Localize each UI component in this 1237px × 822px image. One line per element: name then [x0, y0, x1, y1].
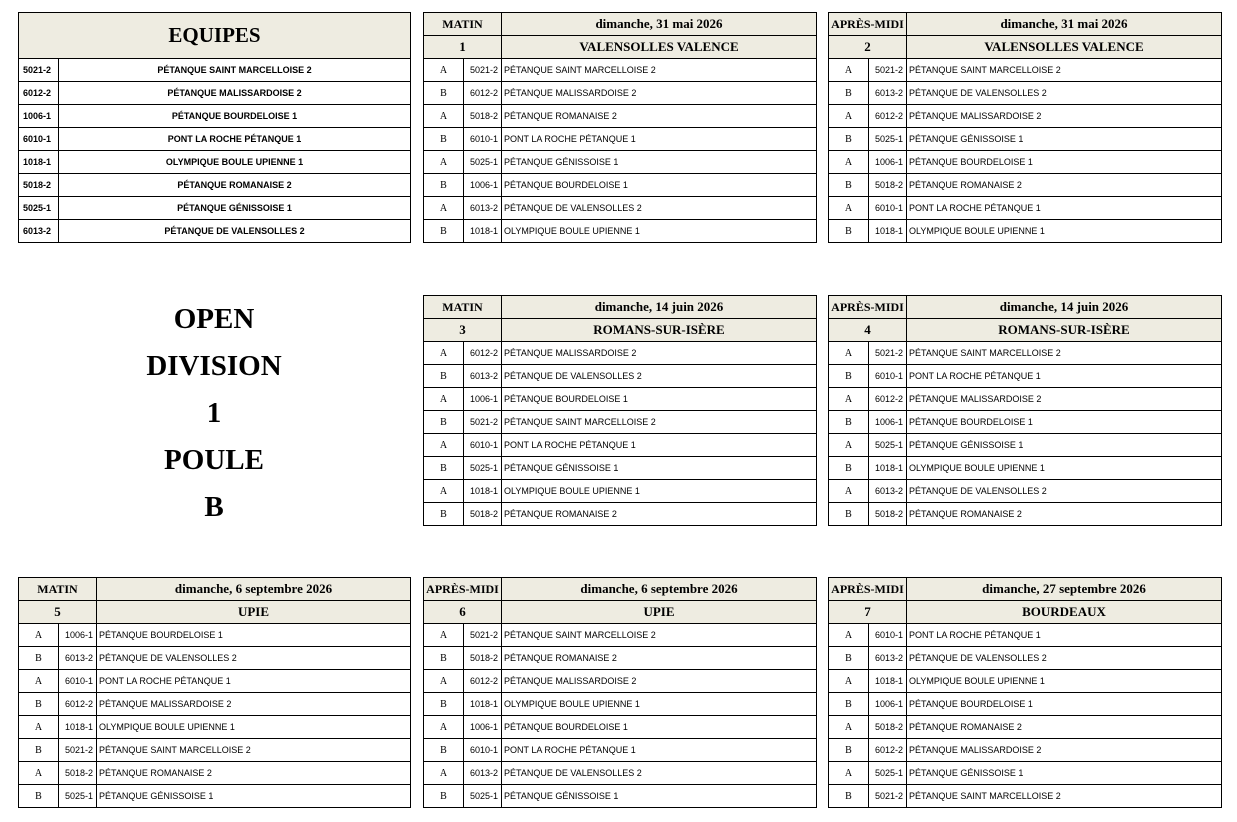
- match-group: A: [829, 59, 869, 82]
- division-title: [90, 296, 338, 531]
- match-row: [829, 716, 1222, 739]
- match-row: [19, 647, 411, 670]
- match-group: A: [829, 624, 869, 647]
- team-name: PONT LA ROCHE PÉTANQUE 1: [907, 197, 1222, 220]
- round-number: 4: [829, 319, 907, 342]
- team-code: 1018-1: [869, 457, 907, 480]
- team-name: PÉTANQUE DE VALENSOLLES 2: [502, 197, 817, 220]
- team-name: PÉTANQUE GÉNISSOISE 1: [59, 197, 411, 220]
- round-number: 2: [829, 36, 907, 59]
- match-row: [424, 82, 817, 105]
- team-code: 5025-1: [464, 457, 502, 480]
- match-row: [829, 411, 1222, 434]
- team-name: PÉTANQUE ROMANAISE 2: [502, 647, 817, 670]
- match-group: B: [829, 174, 869, 197]
- round-table-6: [423, 577, 817, 808]
- match-row: [424, 716, 817, 739]
- division-title-line: DIVISION: [146, 350, 282, 382]
- match-group: A: [829, 151, 869, 174]
- team-name: PÉTANQUE BOURDELOISE 1: [59, 105, 411, 128]
- round-venue: BOURDEAUX: [907, 601, 1222, 624]
- team-code: 5025-1: [869, 128, 907, 151]
- round-venue: ROMANS-SUR-ISÈRE: [907, 319, 1222, 342]
- match-group: A: [424, 105, 464, 128]
- round-table-1: [423, 12, 817, 243]
- match-group: A: [829, 105, 869, 128]
- team-name: PÉTANQUE DE VALENSOLLES 2: [97, 647, 411, 670]
- match-group: B: [424, 220, 464, 243]
- team-code: 6012-2: [464, 670, 502, 693]
- match-row: [424, 342, 817, 365]
- match-row: [829, 624, 1222, 647]
- team-code: 6012-2: [869, 388, 907, 411]
- team-code: 1006-1: [19, 105, 59, 128]
- session-label: MATIN: [19, 578, 97, 601]
- round-table-7: [828, 577, 1222, 808]
- match-group: B: [829, 503, 869, 526]
- match-row: [424, 128, 817, 151]
- team-code: 1006-1: [464, 716, 502, 739]
- match-row: [19, 739, 411, 762]
- match-row: [424, 762, 817, 785]
- match-group: A: [424, 716, 464, 739]
- team-row: [19, 174, 411, 197]
- match-group: A: [829, 762, 869, 785]
- match-group: A: [424, 624, 464, 647]
- team-code: 5021-2: [869, 785, 907, 808]
- round-number: 3: [424, 319, 502, 342]
- team-name: PÉTANQUE DE VALENSOLLES 2: [907, 82, 1222, 105]
- match-group: A: [424, 59, 464, 82]
- match-group: B: [829, 411, 869, 434]
- team-code: 1018-1: [869, 220, 907, 243]
- match-row: [829, 220, 1222, 243]
- team-code: 6013-2: [464, 762, 502, 785]
- match-row: [19, 762, 411, 785]
- team-code: 5021-2: [464, 59, 502, 82]
- team-code: 6013-2: [869, 82, 907, 105]
- round-venue: UPIE: [97, 601, 411, 624]
- match-group: B: [19, 693, 59, 716]
- match-row: [829, 647, 1222, 670]
- team-name: PÉTANQUE MALISSARDOISE 2: [907, 388, 1222, 411]
- team-code: 6012-2: [19, 82, 59, 105]
- round-table: [423, 295, 817, 526]
- match-group: B: [19, 785, 59, 808]
- team-name: PONT LA ROCHE PÉTANQUE 1: [502, 434, 817, 457]
- team-code: 5025-1: [869, 762, 907, 785]
- match-group: B: [424, 693, 464, 716]
- match-row: [829, 480, 1222, 503]
- match-group: A: [19, 624, 59, 647]
- match-row: [424, 365, 817, 388]
- match-group: B: [424, 739, 464, 762]
- match-group: B: [829, 457, 869, 480]
- team-code: 6013-2: [869, 480, 907, 503]
- team-code: 6013-2: [464, 197, 502, 220]
- match-row: [829, 457, 1222, 480]
- match-row: [829, 388, 1222, 411]
- match-row: [829, 739, 1222, 762]
- team-code: 6012-2: [59, 693, 97, 716]
- team-code: 5021-2: [464, 624, 502, 647]
- session-label: MATIN: [424, 296, 502, 319]
- team-code: 5018-2: [464, 647, 502, 670]
- round-table-5: [18, 577, 411, 808]
- team-code: 1018-1: [869, 670, 907, 693]
- match-row: [829, 342, 1222, 365]
- match-group: A: [19, 670, 59, 693]
- team-code: 6012-2: [869, 105, 907, 128]
- match-group: B: [829, 693, 869, 716]
- team-name: PÉTANQUE GÉNISSOISE 1: [907, 762, 1222, 785]
- team-name: PÉTANQUE MALISSARDOISE 2: [502, 670, 817, 693]
- team-name: PONT LA ROCHE PÉTANQUE 1: [502, 128, 817, 151]
- round-table-2: [828, 12, 1222, 243]
- round-table-4: [828, 295, 1222, 526]
- round-date: dimanche, 14 juin 2026: [502, 296, 817, 319]
- team-name: PÉTANQUE ROMANAISE 2: [502, 503, 817, 526]
- match-row: [424, 197, 817, 220]
- session-label: APRÈS-MIDI: [829, 13, 907, 36]
- match-group: B: [424, 503, 464, 526]
- round-table: [18, 577, 411, 808]
- match-row: [424, 503, 817, 526]
- match-row: [19, 624, 411, 647]
- team-name: OLYMPIQUE BOULE UPIENNE 1: [97, 716, 411, 739]
- team-row: [19, 151, 411, 174]
- match-row: [424, 670, 817, 693]
- match-row: [424, 693, 817, 716]
- match-row: [829, 503, 1222, 526]
- team-name: PÉTANQUE DE VALENSOLLES 2: [907, 647, 1222, 670]
- team-name: PÉTANQUE MALISSARDOISE 2: [59, 82, 411, 105]
- session-label: APRÈS-MIDI: [424, 578, 502, 601]
- team-name: PÉTANQUE MALISSARDOISE 2: [97, 693, 411, 716]
- match-group: B: [424, 174, 464, 197]
- round-date: dimanche, 6 septembre 2026: [502, 578, 817, 601]
- team-name: PÉTANQUE SAINT MARCELLOISE 2: [907, 342, 1222, 365]
- match-row: [424, 105, 817, 128]
- match-row: [829, 434, 1222, 457]
- round-date: dimanche, 6 septembre 2026: [97, 578, 411, 601]
- team-code: 5021-2: [869, 59, 907, 82]
- round-date: dimanche, 27 septembre 2026: [907, 578, 1222, 601]
- match-row: [829, 693, 1222, 716]
- match-row: [424, 785, 817, 808]
- match-row: [424, 388, 817, 411]
- session-label: APRÈS-MIDI: [829, 578, 907, 601]
- round-table: [828, 577, 1222, 808]
- match-row: [829, 365, 1222, 388]
- team-name: OLYMPIQUE BOULE UPIENNE 1: [907, 220, 1222, 243]
- match-group: A: [829, 342, 869, 365]
- team-name: PÉTANQUE ROMANAISE 2: [59, 174, 411, 197]
- match-row: [829, 151, 1222, 174]
- match-row: [829, 82, 1222, 105]
- round-number: 5: [19, 601, 97, 624]
- team-code: 6010-1: [59, 670, 97, 693]
- match-group: A: [829, 388, 869, 411]
- team-code: 6013-2: [464, 365, 502, 388]
- team-row: [19, 59, 411, 82]
- round-number: 7: [829, 601, 907, 624]
- team-name: PÉTANQUE SAINT MARCELLOISE 2: [97, 739, 411, 762]
- match-row: [829, 197, 1222, 220]
- team-code: 1018-1: [464, 480, 502, 503]
- match-row: [829, 105, 1222, 128]
- round-table: [423, 577, 817, 808]
- team-name: PÉTANQUE GÉNISSOISE 1: [502, 151, 817, 174]
- match-group: B: [829, 739, 869, 762]
- match-group: B: [829, 220, 869, 243]
- round-venue: UPIE: [502, 601, 817, 624]
- round-venue: ROMANS-SUR-ISÈRE: [502, 319, 817, 342]
- team-name: PÉTANQUE SAINT MARCELLOISE 2: [502, 411, 817, 434]
- team-code: 6012-2: [464, 342, 502, 365]
- team-name: OLYMPIQUE BOULE UPIENNE 1: [59, 151, 411, 174]
- match-group: A: [424, 197, 464, 220]
- team-row: [19, 197, 411, 220]
- team-name: OLYMPIQUE BOULE UPIENNE 1: [907, 457, 1222, 480]
- team-name: OLYMPIQUE BOULE UPIENNE 1: [502, 220, 817, 243]
- team-code: 5021-2: [19, 59, 59, 82]
- team-code: 6010-1: [464, 128, 502, 151]
- team-code: 6010-1: [869, 197, 907, 220]
- team-name: PÉTANQUE GÉNISSOISE 1: [502, 457, 817, 480]
- team-row: [19, 220, 411, 243]
- match-group: B: [829, 647, 869, 670]
- team-name: PÉTANQUE MALISSARDOISE 2: [907, 739, 1222, 762]
- team-name: PÉTANQUE BOURDELOISE 1: [97, 624, 411, 647]
- team-name: PÉTANQUE GÉNISSOISE 1: [502, 785, 817, 808]
- team-name: PONT LA ROCHE PÉTANQUE 1: [907, 365, 1222, 388]
- team-code: 5025-1: [464, 151, 502, 174]
- team-name: OLYMPIQUE BOULE UPIENNE 1: [502, 693, 817, 716]
- team-name: PÉTANQUE SAINT MARCELLOISE 2: [907, 59, 1222, 82]
- team-name: PÉTANQUE ROMANAISE 2: [907, 503, 1222, 526]
- team-name: PÉTANQUE BOURDELOISE 1: [907, 693, 1222, 716]
- team-row: [19, 82, 411, 105]
- team-code: 1018-1: [464, 693, 502, 716]
- match-group: B: [424, 457, 464, 480]
- match-row: [829, 762, 1222, 785]
- match-row: [424, 411, 817, 434]
- team-name: PÉTANQUE BOURDELOISE 1: [502, 388, 817, 411]
- team-code: 5025-1: [464, 785, 502, 808]
- team-name: PÉTANQUE DE VALENSOLLES 2: [59, 220, 411, 243]
- match-group: B: [424, 82, 464, 105]
- team-code: 1018-1: [464, 220, 502, 243]
- team-code: 5025-1: [59, 785, 97, 808]
- match-row: [424, 151, 817, 174]
- round-date: dimanche, 31 mai 2026: [907, 13, 1222, 36]
- round-venue: VALENSOLLES VALENCE: [907, 36, 1222, 59]
- match-row: [19, 693, 411, 716]
- team-name: PÉTANQUE ROMANAISE 2: [97, 762, 411, 785]
- team-code: 5018-2: [59, 762, 97, 785]
- match-group: B: [829, 128, 869, 151]
- teams-table-block: [18, 12, 411, 243]
- team-name: PÉTANQUE MALISSARDOISE 2: [502, 342, 817, 365]
- team-code: 6010-1: [869, 365, 907, 388]
- round-table: [828, 295, 1222, 526]
- team-name: PONT LA ROCHE PÉTANQUE 1: [59, 128, 411, 151]
- team-code: 1018-1: [59, 716, 97, 739]
- team-code: 1006-1: [464, 388, 502, 411]
- match-group: A: [19, 716, 59, 739]
- match-group: A: [424, 342, 464, 365]
- team-code: 1006-1: [869, 151, 907, 174]
- team-name: PÉTANQUE SAINT MARCELLOISE 2: [502, 59, 817, 82]
- round-date: dimanche, 14 juin 2026: [907, 296, 1222, 319]
- team-name: PÉTANQUE ROMANAISE 2: [502, 105, 817, 128]
- team-name: PÉTANQUE ROMANAISE 2: [907, 174, 1222, 197]
- teams-title: EQUIPES: [19, 13, 411, 59]
- match-group: B: [829, 365, 869, 388]
- match-group: A: [424, 480, 464, 503]
- team-name: PÉTANQUE BOURDELOISE 1: [502, 174, 817, 197]
- team-code: 5021-2: [59, 739, 97, 762]
- match-row: [829, 128, 1222, 151]
- match-row: [19, 716, 411, 739]
- session-label: MATIN: [424, 13, 502, 36]
- match-group: A: [19, 762, 59, 785]
- round-date: dimanche, 31 mai 2026: [502, 13, 817, 36]
- team-code: 6012-2: [464, 82, 502, 105]
- team-code: 1006-1: [464, 174, 502, 197]
- match-row: [424, 220, 817, 243]
- team-name: OLYMPIQUE BOULE UPIENNE 1: [907, 670, 1222, 693]
- match-group: A: [829, 670, 869, 693]
- match-row: [424, 624, 817, 647]
- match-row: [424, 647, 817, 670]
- round-number: 1: [424, 36, 502, 59]
- team-code: 6012-2: [869, 739, 907, 762]
- team-name: PÉTANQUE SAINT MARCELLOISE 2: [59, 59, 411, 82]
- match-group: B: [424, 128, 464, 151]
- match-group: B: [424, 785, 464, 808]
- match-row: [829, 670, 1222, 693]
- team-name: PÉTANQUE SAINT MARCELLOISE 2: [502, 624, 817, 647]
- match-group: B: [829, 82, 869, 105]
- team-code: 5021-2: [464, 411, 502, 434]
- teams-table: [18, 12, 411, 243]
- team-name: PÉTANQUE MALISSARDOISE 2: [907, 105, 1222, 128]
- match-row: [19, 785, 411, 808]
- team-code: 5018-2: [464, 105, 502, 128]
- team-name: PÉTANQUE BOURDELOISE 1: [907, 151, 1222, 174]
- team-code: 5025-1: [19, 197, 59, 220]
- match-group: B: [19, 739, 59, 762]
- team-code: 6010-1: [464, 739, 502, 762]
- team-code: 5018-2: [869, 174, 907, 197]
- team-name: PONT LA ROCHE PÉTANQUE 1: [97, 670, 411, 693]
- match-group: A: [424, 670, 464, 693]
- match-row: [19, 670, 411, 693]
- round-venue: VALENSOLLES VALENCE: [502, 36, 817, 59]
- team-name: PÉTANQUE ROMANAISE 2: [907, 716, 1222, 739]
- round-table: [423, 12, 817, 243]
- division-title-line: POULE: [164, 444, 264, 476]
- match-group: A: [424, 151, 464, 174]
- match-row: [424, 457, 817, 480]
- division-title-line: 1: [206, 397, 222, 429]
- team-name: PÉTANQUE GÉNISSOISE 1: [907, 128, 1222, 151]
- team-row: [19, 128, 411, 151]
- round-table-3: [423, 295, 817, 526]
- team-code: 6010-1: [869, 624, 907, 647]
- team-row: [19, 105, 411, 128]
- team-code: 5021-2: [869, 342, 907, 365]
- round-table: [828, 12, 1222, 243]
- match-group: B: [424, 647, 464, 670]
- match-group: A: [424, 762, 464, 785]
- team-code: 5018-2: [869, 503, 907, 526]
- match-row: [424, 480, 817, 503]
- match-row: [829, 785, 1222, 808]
- team-code: 5025-1: [869, 434, 907, 457]
- team-code: 1006-1: [59, 624, 97, 647]
- match-group: B: [19, 647, 59, 670]
- team-code: 1006-1: [869, 693, 907, 716]
- team-name: OLYMPIQUE BOULE UPIENNE 1: [502, 480, 817, 503]
- team-code: 5018-2: [19, 174, 59, 197]
- team-name: PÉTANQUE GÉNISSOISE 1: [907, 434, 1222, 457]
- session-label: APRÈS-MIDI: [829, 296, 907, 319]
- team-name: PÉTANQUE DE VALENSOLLES 2: [502, 365, 817, 388]
- match-group: A: [829, 480, 869, 503]
- match-group: A: [829, 434, 869, 457]
- match-row: [424, 434, 817, 457]
- division-title-line: OPEN: [173, 303, 255, 335]
- team-name: PÉTANQUE BOURDELOISE 1: [502, 716, 817, 739]
- match-group: A: [829, 716, 869, 739]
- team-name: PÉTANQUE MALISSARDOISE 2: [502, 82, 817, 105]
- match-group: A: [424, 434, 464, 457]
- division-title-line: B: [204, 491, 224, 523]
- team-name: PÉTANQUE BOURDELOISE 1: [907, 411, 1222, 434]
- team-code: 1006-1: [869, 411, 907, 434]
- match-row: [424, 174, 817, 197]
- match-row: [829, 59, 1222, 82]
- team-code: 5018-2: [464, 503, 502, 526]
- team-code: 6013-2: [19, 220, 59, 243]
- match-row: [424, 739, 817, 762]
- team-code: 6013-2: [59, 647, 97, 670]
- round-number: 6: [424, 601, 502, 624]
- match-row: [424, 59, 817, 82]
- match-group: B: [424, 411, 464, 434]
- match-group: B: [829, 785, 869, 808]
- team-name: PÉTANQUE DE VALENSOLLES 2: [502, 762, 817, 785]
- team-name: PÉTANQUE GÉNISSOISE 1: [97, 785, 411, 808]
- match-group: B: [424, 365, 464, 388]
- match-group: A: [829, 197, 869, 220]
- team-name: PÉTANQUE DE VALENSOLLES 2: [907, 480, 1222, 503]
- team-code: 5018-2: [869, 716, 907, 739]
- team-name: PÉTANQUE SAINT MARCELLOISE 2: [907, 785, 1222, 808]
- match-row: [829, 174, 1222, 197]
- team-name: PONT LA ROCHE PÉTANQUE 1: [502, 739, 817, 762]
- team-code: 6010-1: [19, 128, 59, 151]
- team-code: 1018-1: [19, 151, 59, 174]
- match-group: A: [424, 388, 464, 411]
- team-code: 6013-2: [869, 647, 907, 670]
- team-code: 6010-1: [464, 434, 502, 457]
- team-name: PONT LA ROCHE PÉTANQUE 1: [907, 624, 1222, 647]
